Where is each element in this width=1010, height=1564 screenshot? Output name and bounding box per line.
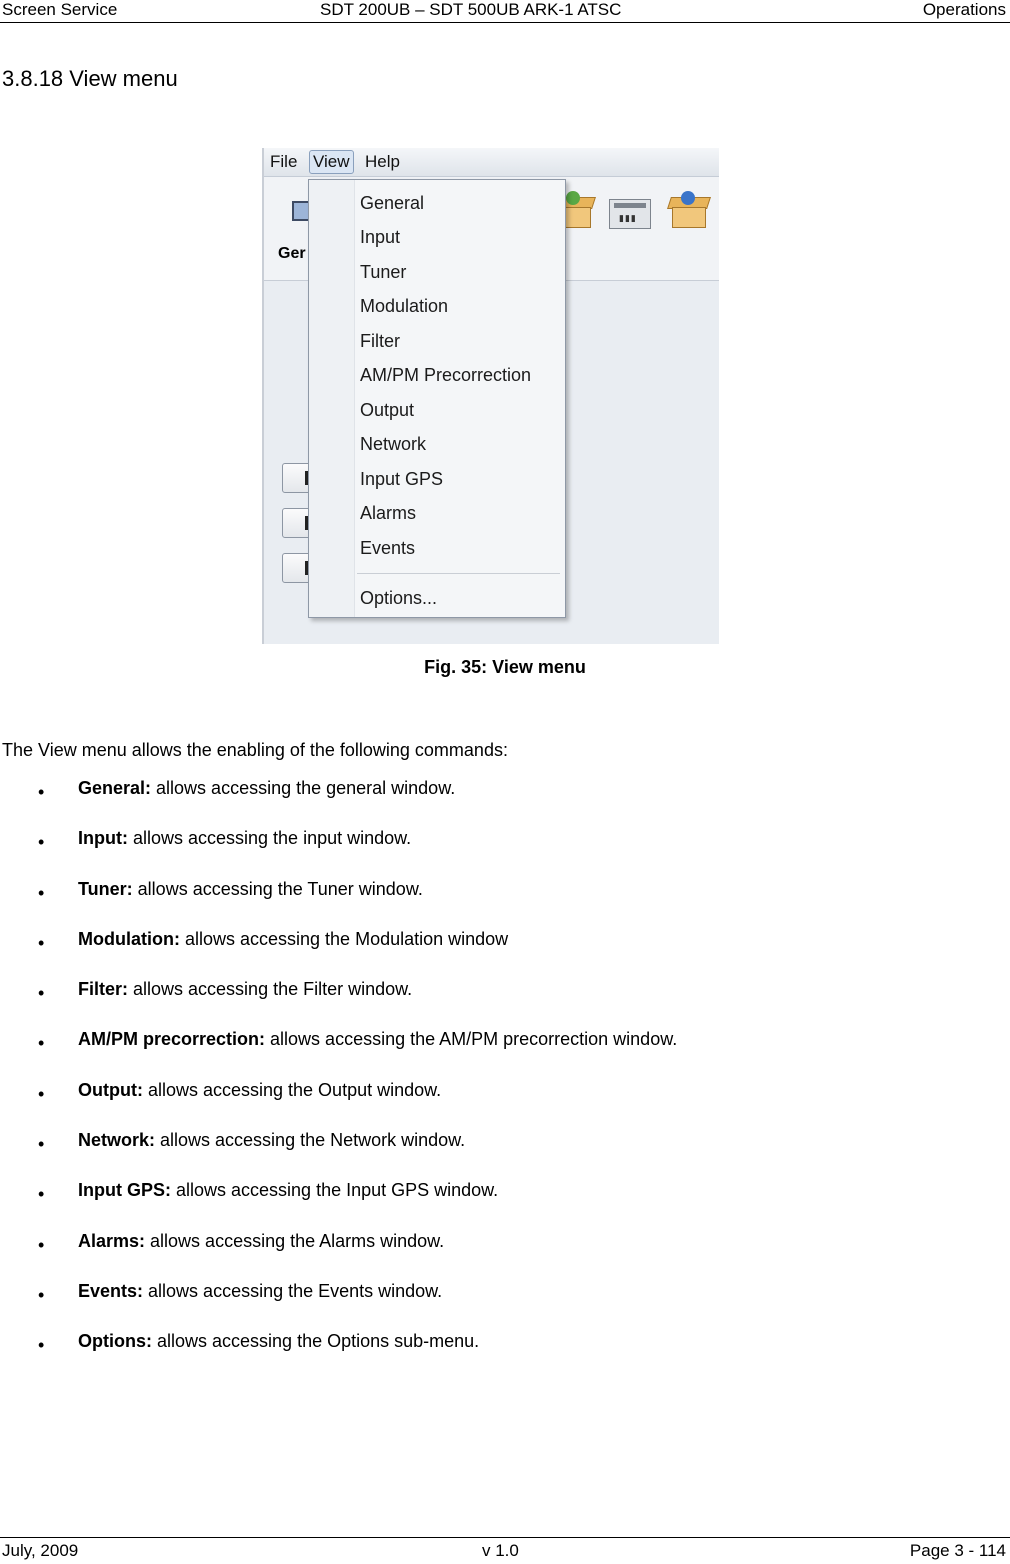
- bullet-icon: •: [38, 782, 45, 802]
- list-item: • Output: allows accessing the Output window.: [38, 1079, 442, 1104]
- list-item: • Input: allows accessing the input window.: [38, 828, 412, 853]
- bullet-icon: •: [38, 1083, 45, 1104]
- bullet-icon: •: [38, 1134, 45, 1155]
- menu-item-alarms[interactable]: Alarms: [360, 503, 417, 523]
- menu-item-general[interactable]: General: [360, 193, 425, 213]
- toolbar-label: Ger: [278, 245, 306, 262]
- menu-icon-strip: [309, 180, 355, 617]
- bullet-icon: •: [38, 1335, 45, 1356]
- bullet-icon: •: [38, 983, 45, 1004]
- list-item: • Network: allows accessing the Network window.: [38, 1130, 466, 1155]
- menu-separator: [357, 573, 560, 574]
- intro-text: The View menu allows the enabling of the following commands:: [2, 740, 508, 760]
- figure-caption: Fig. 35: View menu: [424, 657, 586, 677]
- menu-item-filter[interactable]: Filter: [360, 331, 400, 351]
- list-item: • Alarms: allows accessing the Alarms window.: [38, 1230, 445, 1255]
- page-footer: [0, 1537, 1010, 1564]
- menu-view[interactable]: View: [309, 150, 354, 174]
- bullet-icon: •: [38, 1033, 45, 1054]
- menu-item-events[interactable]: Events: [360, 538, 416, 558]
- header-center: SDT 200UB – SDT 500UB ARK-1 ATSC: [320, 0, 622, 19]
- footer-left: July, 2009: [2, 1541, 79, 1560]
- header-left: Screen Service: [2, 0, 118, 19]
- package-gear-icon[interactable]: [669, 197, 707, 227]
- menu-help[interactable]: Help: [365, 152, 400, 171]
- list-item: • Tuner: allows accessing the Tuner window.: [38, 878, 423, 903]
- menu-item-input[interactable]: Input: [360, 227, 401, 247]
- bullet-icon: •: [38, 882, 45, 903]
- section-title: 3.8.18 View menu: [2, 66, 178, 91]
- bullet-icon: •: [38, 1234, 45, 1255]
- menu-item-options[interactable]: Options...: [360, 588, 438, 608]
- list-item: • Options: allows accessing the Options sub-menu.: [38, 1331, 480, 1356]
- bullet-icon: •: [38, 1184, 45, 1205]
- view-dropdown-menu: [308, 179, 566, 618]
- menu-bar: [264, 148, 719, 177]
- list-item: • AM/PM precorrection: allows accessing the AM/PM precorrection window.: [38, 1029, 678, 1054]
- footer-center: v 1.0: [482, 1541, 519, 1560]
- menu-file[interactable]: File: [270, 152, 298, 171]
- device-panel-icon[interactable]: ▮▮▮: [609, 199, 651, 229]
- bullet-icon: •: [38, 832, 45, 853]
- menu-item-network[interactable]: Network: [360, 434, 427, 454]
- menu-item-input-gps[interactable]: Input GPS: [360, 469, 444, 489]
- menu-item-am-pm-precorrection[interactable]: AM/PM Precorrection: [360, 365, 532, 385]
- list-item: • Events: allows accessing the Events window.: [38, 1280, 443, 1305]
- bullet-icon: •: [38, 932, 45, 953]
- header-right: Operations: [922, 0, 1006, 19]
- list-item: • Modulation: allows accessing the Modulation window: [38, 928, 509, 953]
- menu-item-output[interactable]: Output: [360, 400, 415, 420]
- menu-item-modulation[interactable]: Modulation: [360, 296, 449, 316]
- list-item: • Filter: allows accessing the Filter window.: [38, 979, 413, 1004]
- footer-right: Page 3 - 114: [909, 1541, 1006, 1560]
- list-item: • General: allows accessing the general window.: [38, 778, 456, 802]
- page-header: [0, 0, 1010, 23]
- command-list: [0, 778, 677, 1382]
- bullet-icon: •: [38, 1284, 45, 1305]
- list-item: • Input GPS: allows accessing the Input GPS window.: [38, 1180, 499, 1205]
- menu-item-tuner[interactable]: Tuner: [360, 262, 407, 282]
- view-menu-screenshot: [262, 148, 719, 644]
